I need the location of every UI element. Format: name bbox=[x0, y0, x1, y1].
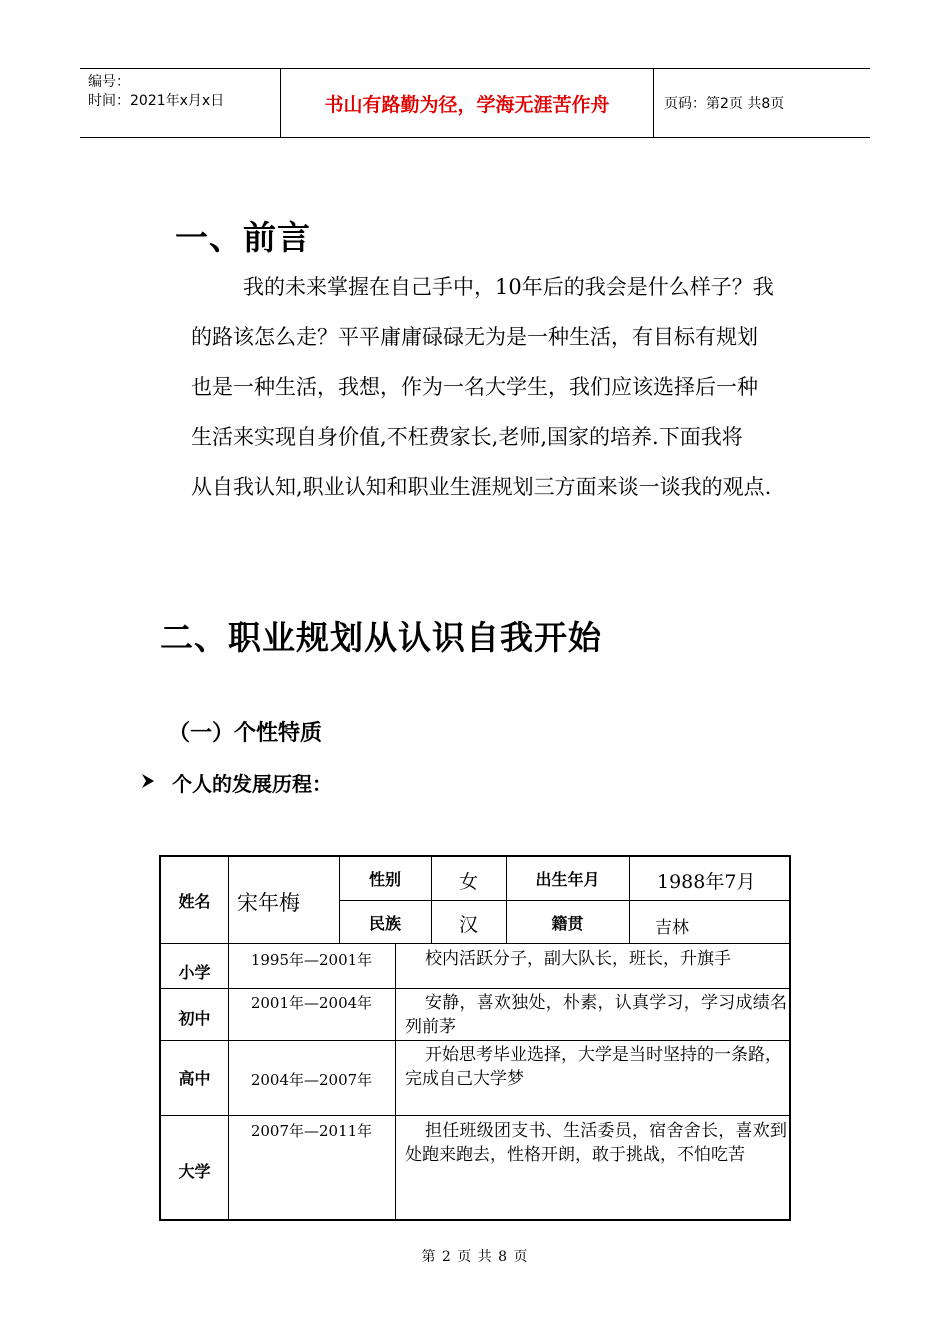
gender-label: 性别 bbox=[368, 870, 401, 889]
section-title-self-awareness: 二、职业规划从认识自我开始 bbox=[160, 618, 602, 657]
stage-label: 大学 bbox=[178, 1161, 211, 1181]
preface-line: 的路该怎么走？平平庸庸碌碌无为是一种生活，有目标有规划 bbox=[191, 325, 758, 349]
gender-value: 女 bbox=[458, 871, 478, 893]
personal-info-table bbox=[159, 855, 791, 1221]
section-title-preface: 一、前言 bbox=[175, 218, 311, 257]
preface-line: 我的未来掌握在自己手中，10年后的我会是什么样子？我 bbox=[243, 275, 774, 299]
stage-period: 2007年—2011年 bbox=[250, 1122, 373, 1140]
name-label: 姓名 bbox=[178, 891, 211, 911]
document-header bbox=[80, 68, 870, 138]
stage-label: 初中 bbox=[178, 1008, 211, 1028]
stage-description: 安静，喜欢独处，朴素，认真学习，学习成绩名列前茅 bbox=[405, 993, 787, 1037]
subsection-title: （一）个性特质 bbox=[168, 721, 323, 746]
number-label: 编号： bbox=[88, 74, 130, 90]
stage-period: 1995年—2001年 bbox=[250, 951, 373, 969]
preface-paragraph bbox=[191, 262, 831, 512]
stage-label: 小学 bbox=[178, 962, 211, 982]
preface-line: 生活来实现自身价值,不枉费家长,老师,国家的培养.下面我将 bbox=[191, 425, 743, 449]
stage-period: 2001年—2004年 bbox=[250, 994, 373, 1012]
origin-label: 籍贯 bbox=[551, 913, 584, 933]
arrow-bullet-icon bbox=[140, 771, 160, 795]
preface-line: 从自我认知,职业认知和职业生涯规划三方面来谈一谈我的观点. bbox=[191, 475, 772, 499]
header-page-info: 页码：第2页 共8页 bbox=[664, 96, 785, 112]
ethnicity-value: 汉 bbox=[458, 914, 478, 936]
header-motto: 书山有路勤为径，学海无涯苦作舟 bbox=[281, 69, 654, 137]
preface-line: 也是一种生活，我想，作为一名大学生，我们应该选择后一种 bbox=[191, 375, 758, 399]
stage-period: 2004年—2007年 bbox=[250, 1071, 373, 1089]
bullet-item bbox=[140, 768, 332, 797]
time-label: 时间：2021年x月x日 bbox=[88, 93, 225, 109]
birth-label: 出生年月 bbox=[535, 870, 600, 889]
origin-value: 吉林 bbox=[655, 918, 689, 938]
name-value: 宋年梅 bbox=[237, 891, 300, 915]
page-footer: 第 2 页 共 8 页 bbox=[421, 1249, 529, 1265]
birth-value: 1988年7月 bbox=[657, 871, 756, 893]
ethnicity-label: 民族 bbox=[368, 913, 401, 933]
stage-description: 开始思考毕业选择，大学是当时坚持的一条路，完成自己大学梦 bbox=[405, 1045, 782, 1089]
stage-description: 担任班级团支书、生活委员，宿舍舍长，喜欢到处跑来跑去，性格开朗，敢于挑战，不怕吃苦 bbox=[405, 1121, 787, 1165]
header-meta bbox=[80, 69, 281, 137]
bullet-text: 个人的发展历程： bbox=[172, 772, 332, 796]
stage-label: 高中 bbox=[178, 1068, 211, 1088]
stage-description: 校内活跃分子，副大队长，班长，升旗手 bbox=[425, 949, 731, 969]
